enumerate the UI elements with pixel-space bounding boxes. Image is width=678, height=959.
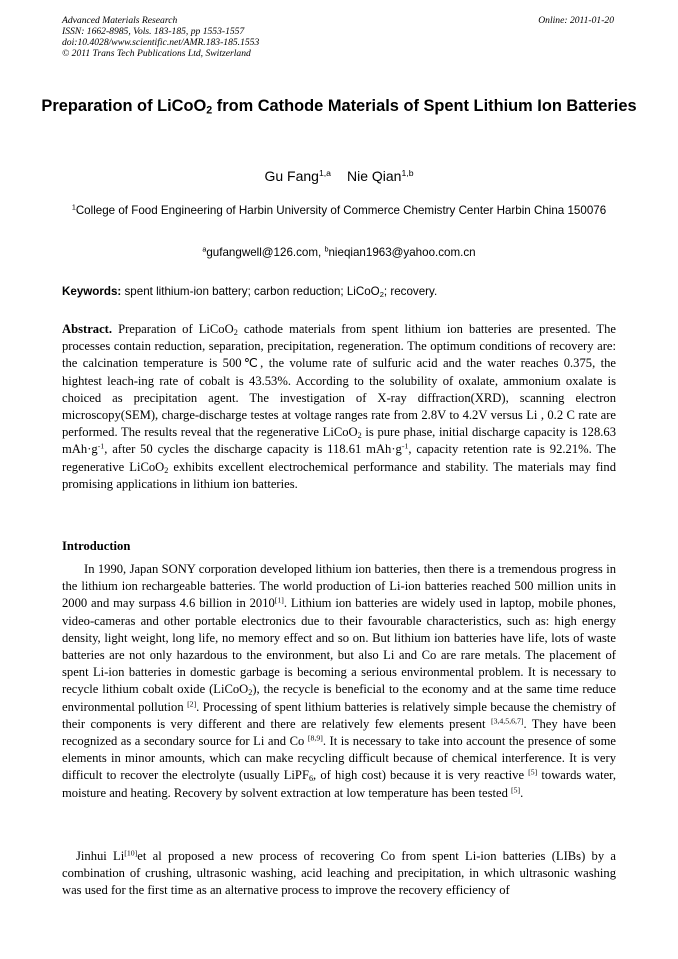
keywords-label: Keywords: xyxy=(62,285,122,298)
introduction-paragraph: In 1990, Japan SONY corporation developed lithium ion batteries, then there is a tremendous progress in the lithium ion rechargeable batteries. The world production of Li-ion batteries reached 500 million units in 2000 and may surpass 4.6 billion in 2010[1]. Lithium ion batteries are widely used in laptop, mobile phones, video-cameras and other portable electronics due to their favourable characteristics, such as: high energy density, light weight, long life, no memory effect and so on. But lithium ion batteries have life, lots of waste batteries are not only hazardous to the environment, but also Li and Co are rare metals. The placement of spent Li-ion batteries in domestic garbage is becoming a serious environmental problem. It is necessary to recycle lithium cobalt oxide (LiCoO$_2$), the recycle is beneficial to the economy and at the same time reduce environmental pollution [2]. Processing of spent lithium batteries is relatively simple because the chemistry of their components is very different and there are relatively few elements present [3,4,5,6,7]. They have been recognized as a secondary source for Li and Co [8,9]. It is necessary to take into account the presence of some elements in minor amounts, which can make recycling difficult because of chemical interference. It is very difficult to recover the electrolyte (usually LiPF$_6$, of high cost) because it is very reactive [5] towards water, moisture and heating. Recovery by solvent extraction at low temperature has been tested [5]. xyxy=(62,562,617,800)
introduction-paragraph: Jinhui Li[10]et al proposed a new process of recovering Co from spent Li-ion batteries (LIBs) by a combination of crushing, ultrasonic washing, acid leaching and precipitation, in which ultrasonic washing was used for the first time as an alternative process to improve the recovery efficiency of xyxy=(62,848,616,898)
copyright-line: © 2011 Trans Tech Publications Ltd, Switzerland xyxy=(62,48,251,59)
author: Gu Fang$^{1,a}$ xyxy=(264,167,331,184)
affiliation: $^1$College of Food Engineering of Harbin University of Commerce Chemistry Center Harbin China 150076 xyxy=(71,202,607,217)
author-list xyxy=(0,166,678,186)
author: Nie Qian$^{1,b}$ xyxy=(347,167,414,184)
doi-line: doi:10.4028/www.scientific.net/AMR.183-185.1553 xyxy=(62,37,260,48)
online-date: Online: 2011-01-20 xyxy=(538,15,614,26)
issn-line: ISSN: 1662-8985, Vols. 183-185, pp 1553-1557 xyxy=(62,26,245,37)
journal-name: Advanced Materials Research xyxy=(62,15,178,26)
journal-header xyxy=(62,15,259,59)
abstract: Abstract. Preparation of LiCoO$_2$ cathode materials from spent lithium ion batteries are presented. The processes contain reduction, separation, precipitation, regeneration. The optimum conditions of recovery are: the calcination temperature is 500℃, the volume rate of sulfuric acid and the water reaches 0.375, the hightest leach-ing rate of cobalt is 43.53%. According to the solubility of oxalate, ammonium oxalate is choiced as precipitation agent. The investigation of X-ray diffraction(XRD), scanning electron microscopy(SEM), charge-discharge testes at voltage ranges rate from 2.8V to 4.2V versus Li , 0.2 C rate are performed. The results reveal that the regenerative LiCoO$_2$ is pure phase, initial discharge capacity is 128.63 $mAh\cdot g^{-1}$, after 50 cycles the discharge capacity is 118.61 $mAh\cdot g^{-1}$, capacity retention rate is 92.21%. The regenerative LiCoO$_2$ exhibits excellent electrochemical performance and stability. The materials may find promising applications in lithium ion batteries. xyxy=(62,322,616,491)
paper-title: Preparation of LiCoO$_2$ from Cathode Materials of Spent Lithium Ion Batteries xyxy=(41,97,637,117)
keywords: Keywords: spent lithium-ion battery; carbon reduction; LiCoO$_2$; recovery. xyxy=(62,285,438,299)
abstract-label: Abstract. xyxy=(62,322,113,336)
introduction-heading: Introduction xyxy=(62,539,131,553)
author-emails: $^a$gufangwell@126.com, $^b$nieqian1963@yahoo.com.cn xyxy=(202,244,476,259)
